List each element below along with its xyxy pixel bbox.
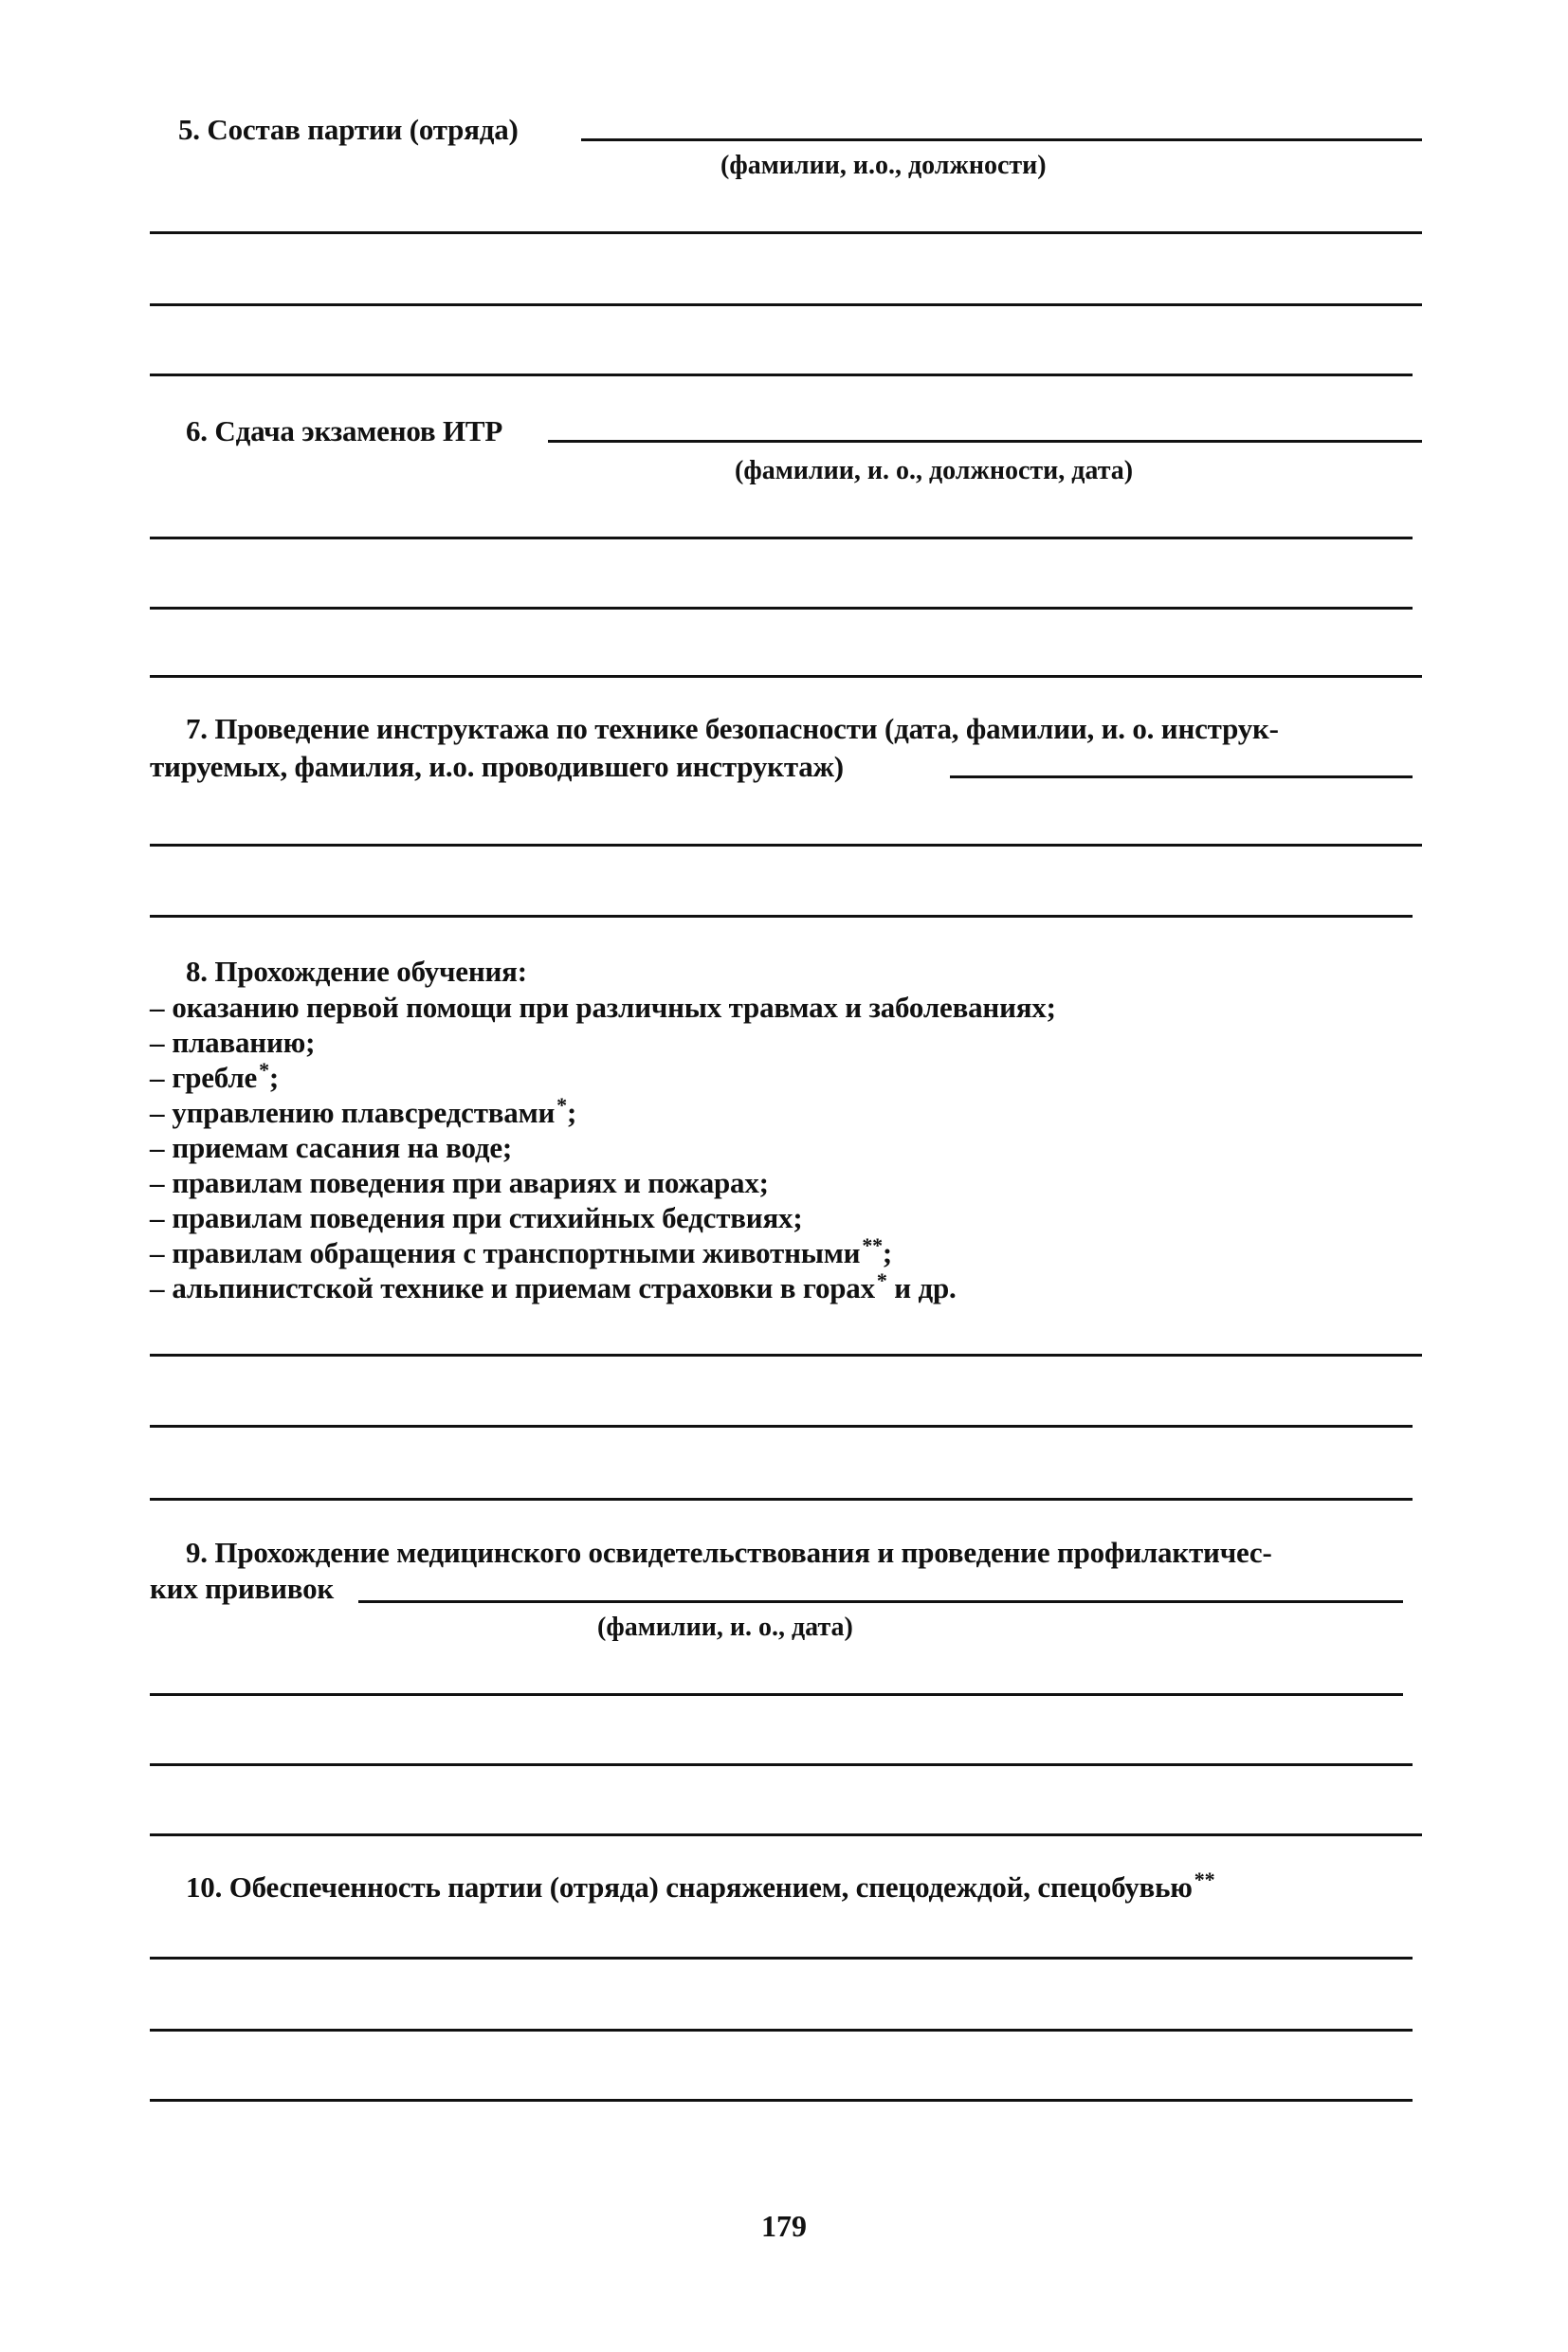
section-10-line-2[interactable]	[150, 2029, 1413, 2032]
section-10-line-1[interactable]	[150, 1957, 1413, 1960]
section-6-caption: (фамилии, и. о., должности, дата)	[735, 456, 1134, 485]
list-dash: –	[150, 1096, 165, 1129]
section-8-line-2[interactable]	[150, 1425, 1413, 1428]
section-5-label: 5. Состав партии (отряда)	[178, 113, 519, 146]
list-item-text: правилам поведения при авариях и пожарах;	[172, 1166, 769, 1199]
list-item-text: приемам сасания на воде;	[172, 1131, 513, 1164]
section-8-line-1[interactable]	[150, 1354, 1422, 1357]
list-item	[150, 990, 1056, 1026]
list-dash: –	[150, 1061, 165, 1094]
list-item-tail: ;	[268, 1061, 280, 1094]
section-5-fill-line[interactable]	[581, 138, 1422, 141]
footnote-mark: *	[876, 1267, 887, 1292]
section-6-label: 6. Сдача экзаменов ИТР	[186, 414, 503, 447]
section-7-line-4[interactable]	[150, 915, 1413, 918]
list-dash: –	[150, 1026, 165, 1059]
list-item-text: правилам поведения при стихийных бедствиях;	[172, 1201, 803, 1234]
list-item-tail: и др.	[886, 1271, 957, 1304]
list-item	[150, 1200, 802, 1236]
list-dash: –	[150, 991, 165, 1024]
list-dash: –	[150, 1271, 165, 1304]
section-9-line-2: ких прививок	[150, 1572, 335, 1605]
list-item-text: гребле	[172, 1061, 258, 1094]
list-item-text: альпинистской технике и приемам страховки в горах	[172, 1271, 875, 1304]
section-10-text: 10. Обеспеченность партии (отряда) снаряжением, спецодеждой, спецобувью	[186, 1870, 1193, 1904]
section-7-fill-line[interactable]	[950, 775, 1413, 778]
section-9-caption: (фамилии, и. о., дата)	[597, 1613, 853, 1642]
list-dash: –	[150, 1131, 165, 1164]
list-item-tail: ;	[566, 1096, 577, 1129]
section-6-line-2[interactable]	[150, 607, 1413, 610]
section-9-line-5[interactable]	[150, 1833, 1422, 1836]
list-item	[150, 1267, 957, 1306]
list-dash: –	[150, 1201, 165, 1234]
section-10-label	[186, 1869, 1214, 1905]
list-item	[150, 1092, 577, 1131]
section-8-line-3[interactable]	[150, 1498, 1413, 1501]
section-6-line-3[interactable]	[150, 675, 1422, 678]
footnote-mark: **	[1194, 1867, 1215, 1891]
footnote-mark: **	[862, 1232, 883, 1257]
section-8-title: 8. Прохождение обучения:	[186, 955, 527, 988]
list-item-tail: ;	[882, 1236, 893, 1269]
section-5-line-3[interactable]	[150, 374, 1413, 376]
list-dash: –	[150, 1236, 165, 1269]
list-item-text: оказанию первой помощи при различных травмах и заболеваниях;	[172, 991, 1056, 1024]
section-9-fill-line[interactable]	[358, 1600, 1403, 1603]
list-item	[150, 1057, 280, 1096]
list-item	[150, 1025, 315, 1061]
section-5-caption: (фамилии, и.о., должности)	[720, 151, 1047, 180]
list-item	[150, 1130, 512, 1166]
section-7-line-3[interactable]	[150, 844, 1422, 847]
section-5-line-2[interactable]	[150, 303, 1422, 306]
list-dash: –	[150, 1166, 165, 1199]
section-10-line-3[interactable]	[150, 2099, 1413, 2102]
list-item-text: правилам обращения с транспортными животными	[172, 1236, 861, 1269]
section-9-line-1: 9. Прохождение медицинского освидетельствования и проведение профилактичес-	[186, 1536, 1272, 1569]
footnote-mark: *	[259, 1057, 269, 1082]
section-7-line-2: тируемых, фамилия, и.о. проводившего инструктаж)	[150, 750, 844, 783]
section-6-line-1[interactable]	[150, 537, 1413, 539]
page-number: 179	[761, 2209, 807, 2243]
footnote-mark: *	[556, 1092, 567, 1117]
section-6-fill-line[interactable]	[548, 440, 1422, 443]
section-5-line-1[interactable]	[150, 231, 1422, 234]
list-item	[150, 1232, 893, 1271]
section-7-line-1: 7. Проведение инструктажа по технике безопасности (дата, фамилии, и. о. инструк-	[186, 712, 1279, 745]
section-9-line-3[interactable]	[150, 1693, 1403, 1696]
list-item-text: плаванию;	[172, 1026, 316, 1059]
list-item	[150, 1165, 769, 1201]
section-9-line-4[interactable]	[150, 1763, 1413, 1766]
list-item-text: управлению плавсредствами	[172, 1096, 556, 1129]
